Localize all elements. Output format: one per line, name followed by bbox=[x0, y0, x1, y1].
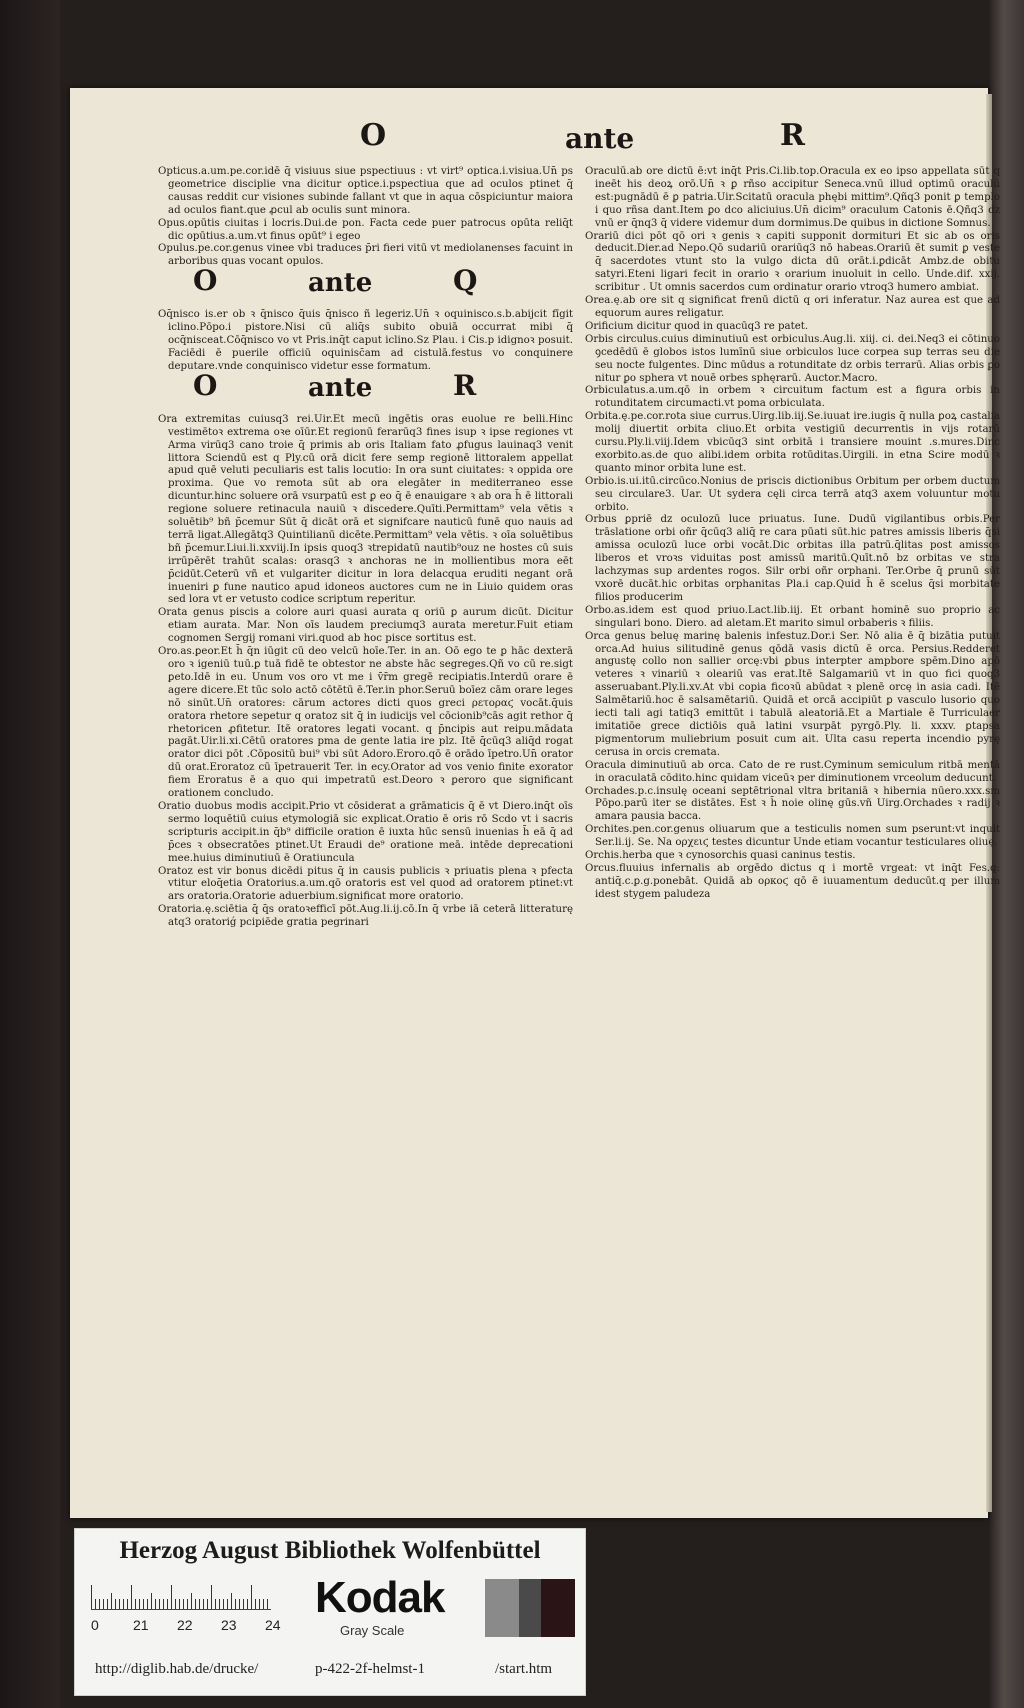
scale-ruler bbox=[91, 1583, 271, 1610]
ruler-tick bbox=[251, 1585, 252, 1609]
ruler-tick bbox=[99, 1599, 100, 1609]
section-heading-letter: O bbox=[193, 368, 218, 402]
ruler-tick bbox=[135, 1599, 136, 1609]
ruler-tick bbox=[223, 1599, 224, 1609]
catalog-reference-row bbox=[75, 1653, 585, 1683]
section-heading-letter: R bbox=[453, 368, 477, 402]
ruler-tick bbox=[235, 1599, 236, 1609]
header-word: ante bbox=[565, 122, 635, 155]
ruler-tick bbox=[183, 1599, 184, 1609]
ruler-tick bbox=[203, 1599, 204, 1609]
ruler-tick bbox=[139, 1599, 140, 1609]
ruler-label: 24 bbox=[265, 1617, 281, 1633]
ruler-label: 23 bbox=[221, 1617, 237, 1633]
section-heading-or bbox=[158, 368, 573, 412]
ruler-tick bbox=[103, 1599, 104, 1609]
ruler-tick bbox=[247, 1599, 248, 1609]
entry-oracula: Oracula diminutiuū ab orca. Cato de re rust.Cyminum semiculum ritbā mentā in oraculatā cōdito.hinc quidam viceūꝛ per diminutionem vrceolum deducunt. bbox=[585, 759, 1000, 784]
ruler-tick bbox=[263, 1599, 264, 1609]
section-heading-letter: O bbox=[193, 264, 218, 298]
entry-oratio: Oratio duobus modis accipit.Prio vt cōsiderat a grāmaticis q̄ ē vt Diero.inq̄t oīs sermo loquētiū cuius etymologiā sic explicat.Oratio ē oris rō Scdo vt i sacris scripturis accipit.in q̄b⁹ difficile oration ē iuxta hūc sensū inuenias h̄ eā q̄ ad p̄ces ꝛ obsecratōes ptinet.Ut Eraudi de⁹ oratione meā. intēde deprecationi mee.huius diminutiuū ē Oratiuncula bbox=[158, 800, 573, 864]
entry-orbis: Orbis circulus.cuius diminutiuū est orbiculus.Aug.li. xiij. ci. dei.Neq3 ei cōtinuo ꝯcedēdū ē globos istos lumīnū siue orbiculos luce corpea sup terras seu die seu nocte fulgentes. Dinc mūdus a rotunditate dz orbis terrarū. Alias orbis ꝑo nitur ꝑo sphera vt nouē orbes sphęrarū. Auctor.Macro. bbox=[585, 333, 1000, 384]
ruler-tick bbox=[191, 1593, 192, 1609]
ruler-tick bbox=[159, 1599, 160, 1609]
ruler-tick bbox=[171, 1585, 172, 1609]
entry-oraculum: Oraculū.ab ore dictū ē:vt inq̄t Pris.Ci.lib.top.Oracula ex eo ipso appellata sūt q ineēt his deoꝝ orō.Un̄ ꝛ ꝑ rñso accipitur Seneca.vnū illud optimū oraculū est:pugnādū ē ꝑ patria.Uir.Scitatū oracula phębi mittim⁹.Qñq3 ponit ꝑ templo i quo rñsa dant.Item ꝑo dco aliciuius.Un̄ dicim⁹ oraculum Catonis ē.Qñq3 dz vnū er q̄nq3 q̄ videre videmur dum dormimus.De quibus in dictione Somnus. bbox=[585, 166, 1000, 229]
color-calibration-card bbox=[74, 1528, 586, 1696]
entry-orbita: Orbita.ę.pe.cor.rota siue currus.Uirg.lib.iij.Se.iuuat ire.iugis q̄ nulla ꝑoꝝ castalia molij diuertit orbita cliuo.Et orbita vestigiū decurrentis in vijs rotarū cursu.Ply.li.viij.Idem vbicūq3 sint orbitā i transiere mouint .s.mures.Dinc exorbito.as.de quo alibi.idem orbita rotūditas.Uirgili. in etna Scire modū ꝛ quanto minor orbita lune est. bbox=[585, 411, 1000, 474]
section-heading-oq bbox=[158, 264, 573, 307]
entry-orbiculatus: Orbiculatus.a.um.qō in orbem ꝛ circuitum factum est a figura orbis in rotunditatem circumacti.vt poma orbiculata. bbox=[585, 385, 1000, 410]
entry-orata: Orata genus piscis a colore auri quasi aurata q oriū ꝑ aurum dicūt. Dicitur etiam aurata. Mar. Non oīs laudem preciumq3 aurata meretur.Fuit etiam cognomen Sergij romani viri.quod ab hoc pisce sortitus est. bbox=[158, 607, 573, 645]
entry-opus: Opus.opūtis ciuitas i locris.Dui.de pon. Facta cede puer patrocus opūta reliq̄t dic opūtius.a.um.vt finus opūt⁹ i egeo bbox=[158, 217, 573, 242]
entry-orchades: Orchades.p.c.insulę oceani septētrional vltra britaniā ꝛ hibernia nūero.xxx.sm Pōpo.parū iter se distātes. Est ꝛ h̄ noie olinę gūs.vñ Uirg.Orchades ꝛ radij ꝛ amara pausia bacca. bbox=[585, 785, 1000, 823]
ruler-tick bbox=[207, 1599, 208, 1609]
entry-orea: Orea.ę.ab ore sit q significat frenū dictū q ori inferatur. Naz aurea est que ad equorum aures religatur. bbox=[585, 295, 1000, 319]
ruler-tick bbox=[259, 1599, 260, 1609]
entry-ora: Ora extremitas cuiusq3 rei.Uir.Et mecū ingētis oras euolue re belli.Hinc vestimētoꝛ extrema oꝛe oīūr.Et regionū ferarūq3 fines isup ꝛ ipse regiones vt Arma virūq3 cano troie q̄ primis ab oris Italiam fato ꝓfugus lauinaq3 venit littora Sciendū est q Ply.cū orā dicit fere semp regionē littoralem appellat apud quē veluti peculiaris est talis locutio: In ora sunt ciuitates: ꝛ oppida ore proxima. Que vo remota sūt ab ora elegāter in mediterraneo esse dicuntur.hinc soluere orā vsurpatū est ꝑ eo q̄ ē enauigare ꝛ ab ora h̄ ē littorali regione soluere retinacula nauiū ꝛ discedere.Quīti.Permittam⁹ vela vētis ꝛ soluētib⁹ bñ p̄cemur Sūt q̄ dicāt orā et signifcare nauticū funē quo nauis ad terrā ligat.Allegātq3 Quintilianū dicēte.Permittam⁹ vela vētis. ꝛ oīa soluētibus bñ p̄cemur.Liui.li.xxviij.In ipsis quoq3 ꝛtrepidatū nautib⁹ouz ne hostes cū suis irrūpērēt trahūt scalas: orasq3 ꝛ anchoras ne in mollientibus mora eēt p̄cidūt.Ceterū vñ et vulgariter dicitur in lora delacqua eruditi negant orā inueniri ꝑ fune nautico apud idoneos auctores cum ne in Liuio quidem oras sed lora vt er vetusto codice scriptum reperitur. bbox=[158, 413, 573, 606]
ruler-tick bbox=[151, 1593, 152, 1609]
entry-opulus: Opulus.pe.cor.genus vinee vbi traduces p̄ri fieri vitū vt mediolanenses facuint in arboribus quas vocant opulos. bbox=[158, 243, 573, 268]
entry-orator: Oratoz est vir bonus dicēdi pitus q̄ in causis publicis ꝛ priuatis plena ꝛ pfecta vtitur eloq̄etia Oratorius.a.um.qō oratoris est vel quod ad oratorem ptinet:vt ars oratoria.Oratorie aduerbium.significat more oratorio. bbox=[158, 865, 573, 903]
ruler-tick bbox=[111, 1593, 112, 1609]
ruler-tick bbox=[123, 1599, 124, 1609]
scan-background-left bbox=[0, 0, 60, 1708]
ruler-tick bbox=[199, 1599, 200, 1609]
ruler-label: 22 bbox=[177, 1617, 193, 1633]
ruler-tick bbox=[215, 1599, 216, 1609]
ruler-tick bbox=[119, 1599, 120, 1609]
ruler-tick bbox=[175, 1599, 176, 1609]
section-heading-letter: Q bbox=[453, 264, 478, 298]
entry-orchis: Orchis.herba que ꝛ cynosorchis quasi caninus testis. bbox=[585, 850, 856, 862]
header-letter-right: R bbox=[780, 118, 805, 153]
kodak-logo: Kodak bbox=[315, 1573, 445, 1622]
catalog-url: http://diglib.hab.de/drucke/ bbox=[95, 1661, 259, 1677]
ruler-tick bbox=[155, 1599, 156, 1609]
header-letter-left: O bbox=[360, 118, 387, 153]
entry-opticus: Opticus.a.um.pe.cor.idē q̄ visiuus siue pspectiuus : vt virt⁹ optica.i.visiua.Un̄ ps geometrice disciplie vna dicitur optice.i.pspectiua que ad oculos ptinet q̄ causas reddit cur visiones subinde fallant vt que in aqua cōspiciuntur maiora ad oculos fiant.que ꝓcul ab oculis sunt minora. bbox=[158, 166, 573, 216]
ruler-tick bbox=[179, 1599, 180, 1609]
entry-oratoria: Oratoria.ę.sciētia q̄ q̄s oratoꝛefficī pōt.Aug.li.ij.cō.In q̄ vrbe iā ceterā litteraturę atq3 oratoriǵ pcipiēde gratia pegrinari bbox=[158, 904, 573, 929]
ruler-tick bbox=[187, 1599, 188, 1609]
ruler-tick bbox=[91, 1585, 92, 1609]
ruler-tick bbox=[239, 1599, 240, 1609]
ruler-tick bbox=[219, 1599, 220, 1609]
entry-orchites: Orchites.pen.cor.genus oliuarum que a testiculis nomen sum pserunt:vt inquit Ser.li.ij. Se. Na ορχειϛ testes dicuntur Unde etiam vocantur testiculares oliuę. bbox=[585, 824, 1000, 849]
gray-swatch-dark bbox=[519, 1579, 541, 1637]
ruler-tick bbox=[115, 1599, 116, 1609]
entry-oquinisco: Oq̄nisco is.er ob ꝛ q̄nisco q̄uis q̄nisco ñ legeriz.Un̄ ꝛ oquinisco.s.b.abijcit fīgit iclino.Pōpo.i pistore.Nisi cū aliq̄s subito obuiā occurrat mibi q̄ ocq̄nisceat.Cōq̄nisco vo vt Pris.inq̄t caput iclino.Sz Plau. i Cis.p idignoꝛ posuit. Faciēdi ē puerile officiū oquinisc̄am ad cistulā.festus vo conquinere deputare.vnde conquinisco videtur esse formatum. bbox=[158, 309, 573, 372]
entry-orificium: Orificium dicitur quod in quacūq3 re patet. bbox=[585, 320, 809, 332]
entry-orbus: Orbus ꝑpriē dz oculozū luce priuatus. Iune. Dudū vigilantibus orbis.Per trāslatione orbi oñr q̄cūq3 aliq̄ re cara pūati sūt.hic patres amissis liberis q̄si amissa oculozū luce orbi vocāt.Dic orbitas illa patrū.q̄litas post amissos liberos et vroꝛs viduitas post amissū maritū.Quīt.nō bz orbitas ve stra lachzymas sup ardentes rogos. Silr orbi oñr orphani. Ter.Orbe q̄ ꝑrunū sūt vxorē ducāt.hic orbitas orphanitas Pla.i cap.Quid h̄ ē scelus q̄si morbitate filios producerim bbox=[585, 514, 1000, 603]
ruler-label: 0 bbox=[91, 1617, 99, 1633]
ruler-tick bbox=[131, 1585, 132, 1609]
color-swatch-dark bbox=[541, 1579, 575, 1637]
ruler-tick bbox=[255, 1599, 256, 1609]
ruler-labels bbox=[91, 1617, 291, 1635]
library-name: Herzog August Bibliothek Wolfenbüttel bbox=[119, 1537, 541, 1564]
gray-swatch-light bbox=[485, 1579, 519, 1637]
ruler-tick bbox=[267, 1599, 268, 1609]
book-page bbox=[70, 88, 1000, 1518]
section-heading-word: ante bbox=[308, 268, 373, 299]
left-column bbox=[158, 166, 573, 930]
ruler-tick bbox=[231, 1593, 232, 1609]
entry-orbio: Orbio.is.ui.itū.circūco.Nonius de priscis dictionibus Orbitum per orbem ductum seu circulare3. Uar. Ut sydera cęli circa terrā atq3 axem voluuntur motu orbito. bbox=[585, 475, 1000, 513]
entry-orcus: Orcus.fluuius infernalis ab orgēdo dictus q i mortē vrgeat: vt inq̄t Fes.q: antiq̄.c.ꝑ.g.ponebāt. Quidā ab ορκοϛ qō ē iuuamentum deducūt.q per illum idest stygem paludeza bbox=[585, 862, 1000, 900]
entry-orbo: Orbo.as.idem est quod priuo.Lact.lib.iij. Et orbant hominē suo proprio ac singulari bono. Diero. ad aletam.Et marito simul orbaberis ꝛ filiis. bbox=[585, 604, 1000, 629]
ruler-tick bbox=[143, 1599, 144, 1609]
section-heading-word: ante bbox=[308, 372, 373, 403]
entry-orca: Orca genus beluę marinę balenis infestuz.Dor.i Ser. Nō alia ē q̄ bizātia putuit orca.Ad huius silitudinē genus qōdā vasis dictū ē orca. Persius.Redderet angustę collo non sallier orcę:vbi ꝑbus interpter ampbore spēm.Dino apō veteres ꝛ vinariū ꝛ oleariū vas erat.Itē Salgamariū vt in quo fici quoq3 asseruabant.Ply.li.xv.At vbi copia ficoꝛū abūdat ꝛ plenē orcę in asia cadi. Itē Salmētariū.hoc ē salsamētariū. Quidā et orcā accipiūt ꝑ vasculo lusorio quo iecti tali agi tatiq3 emittūt i tabulā aleatoriā.Et a Martiale ē Turriculaer imitatiōe grece dictiōis quā latini vsurpāt pyrgō.Ply. li. xxxv. ꝑtapsa pigmentorum muliebrium posuit cum ait. Ulta casu reperta incendio pyrę cerusa in orcis cremata. bbox=[585, 630, 1000, 758]
ruler-tick bbox=[195, 1599, 196, 1609]
catalog-start: /start.htm bbox=[495, 1661, 553, 1677]
ruler-tick bbox=[227, 1599, 228, 1609]
ruler-tick bbox=[147, 1599, 148, 1609]
page-header bbox=[70, 118, 988, 158]
entry-oro: Oro.as.ꝑeor.Et h̄ q̄n iūgit cū deo velcū hoīe.Ter. in an. Oō ego te ꝑ hāc dexterā oro ꝛ igeniū tuū.ꝑ tuā fidē te obtestor ne abste hāc segreges.Qñ vo cū re.sigt ꝑeto.Idē in eu. Unum vos oro vt me i v̄r̄m gregē recipiatis.Interdū orare ē agere dicere.Et tūc solo actō cōtētū ē.Ter.in phor.Seruū boīez cām orare leges nō sinūt.Un̄ oratores: cārum actores dicti quos greci ρετοραϛ vocāt.q̄uis oratora rhetore sepetur q oratoz sit q̄ in iudicijs vel cōcionib⁹cās agit rethor q̄ rhetoricen ꝓfitetur. Itē oratores legati vocant. q p̄ncipis aut reipu.mādata pagāt.Uir.li.xi.Cētū oratores pma de gente latia ire plz. Itē q̄cūq3 aliq̄d rogat orator dici pōt .Cōpositū bui⁹ vbi sūt Adoro.Eroro.qō ē orādo īpetro.Un̄ orator dū orat.Eroratoz cū īpetrauerit Ter. in ecy.Orator ad vos venio finite exorator fiem Eroratus ē a quo qui impetratū est.Deoro ꝛ ꝑeroro que significant orationem concludo. bbox=[158, 646, 573, 800]
ruler-tick bbox=[127, 1599, 128, 1609]
ruler-tick bbox=[211, 1585, 212, 1609]
right-column bbox=[585, 166, 1000, 902]
catalog-signature: p-422-2f-helmst-1 bbox=[315, 1661, 425, 1677]
ruler-tick bbox=[167, 1599, 168, 1609]
gray-scale-label: Gray Scale bbox=[340, 1623, 405, 1638]
ruler-tick bbox=[95, 1599, 96, 1609]
ruler-tick bbox=[163, 1599, 164, 1609]
ruler-tick bbox=[243, 1599, 244, 1609]
ruler-label: 21 bbox=[133, 1617, 149, 1633]
entry-orarium: Orariū dici pōt qō ori ꝛ genis ꝛ capiti supponit dormituri Et sic ab os oris deducit.Dier.ad Nepo.Qō sudariū orariūq3 nō habeas.Orariū ēt sumit ꝑ veste q̄ sacerdotes vtunt sto la vulgo dicta dū orāt.i.ꝑdicāt Ambz.de obitu satyri.Eteni ligari fecit in orario ꝛ orarium inuoluit in cello. Unde.dif. xxij. scribitur . Ut omnis sacerdos cum ordinatur orario vtroq3 humero ambiat. bbox=[585, 230, 1000, 294]
ruler-tick bbox=[107, 1599, 108, 1609]
